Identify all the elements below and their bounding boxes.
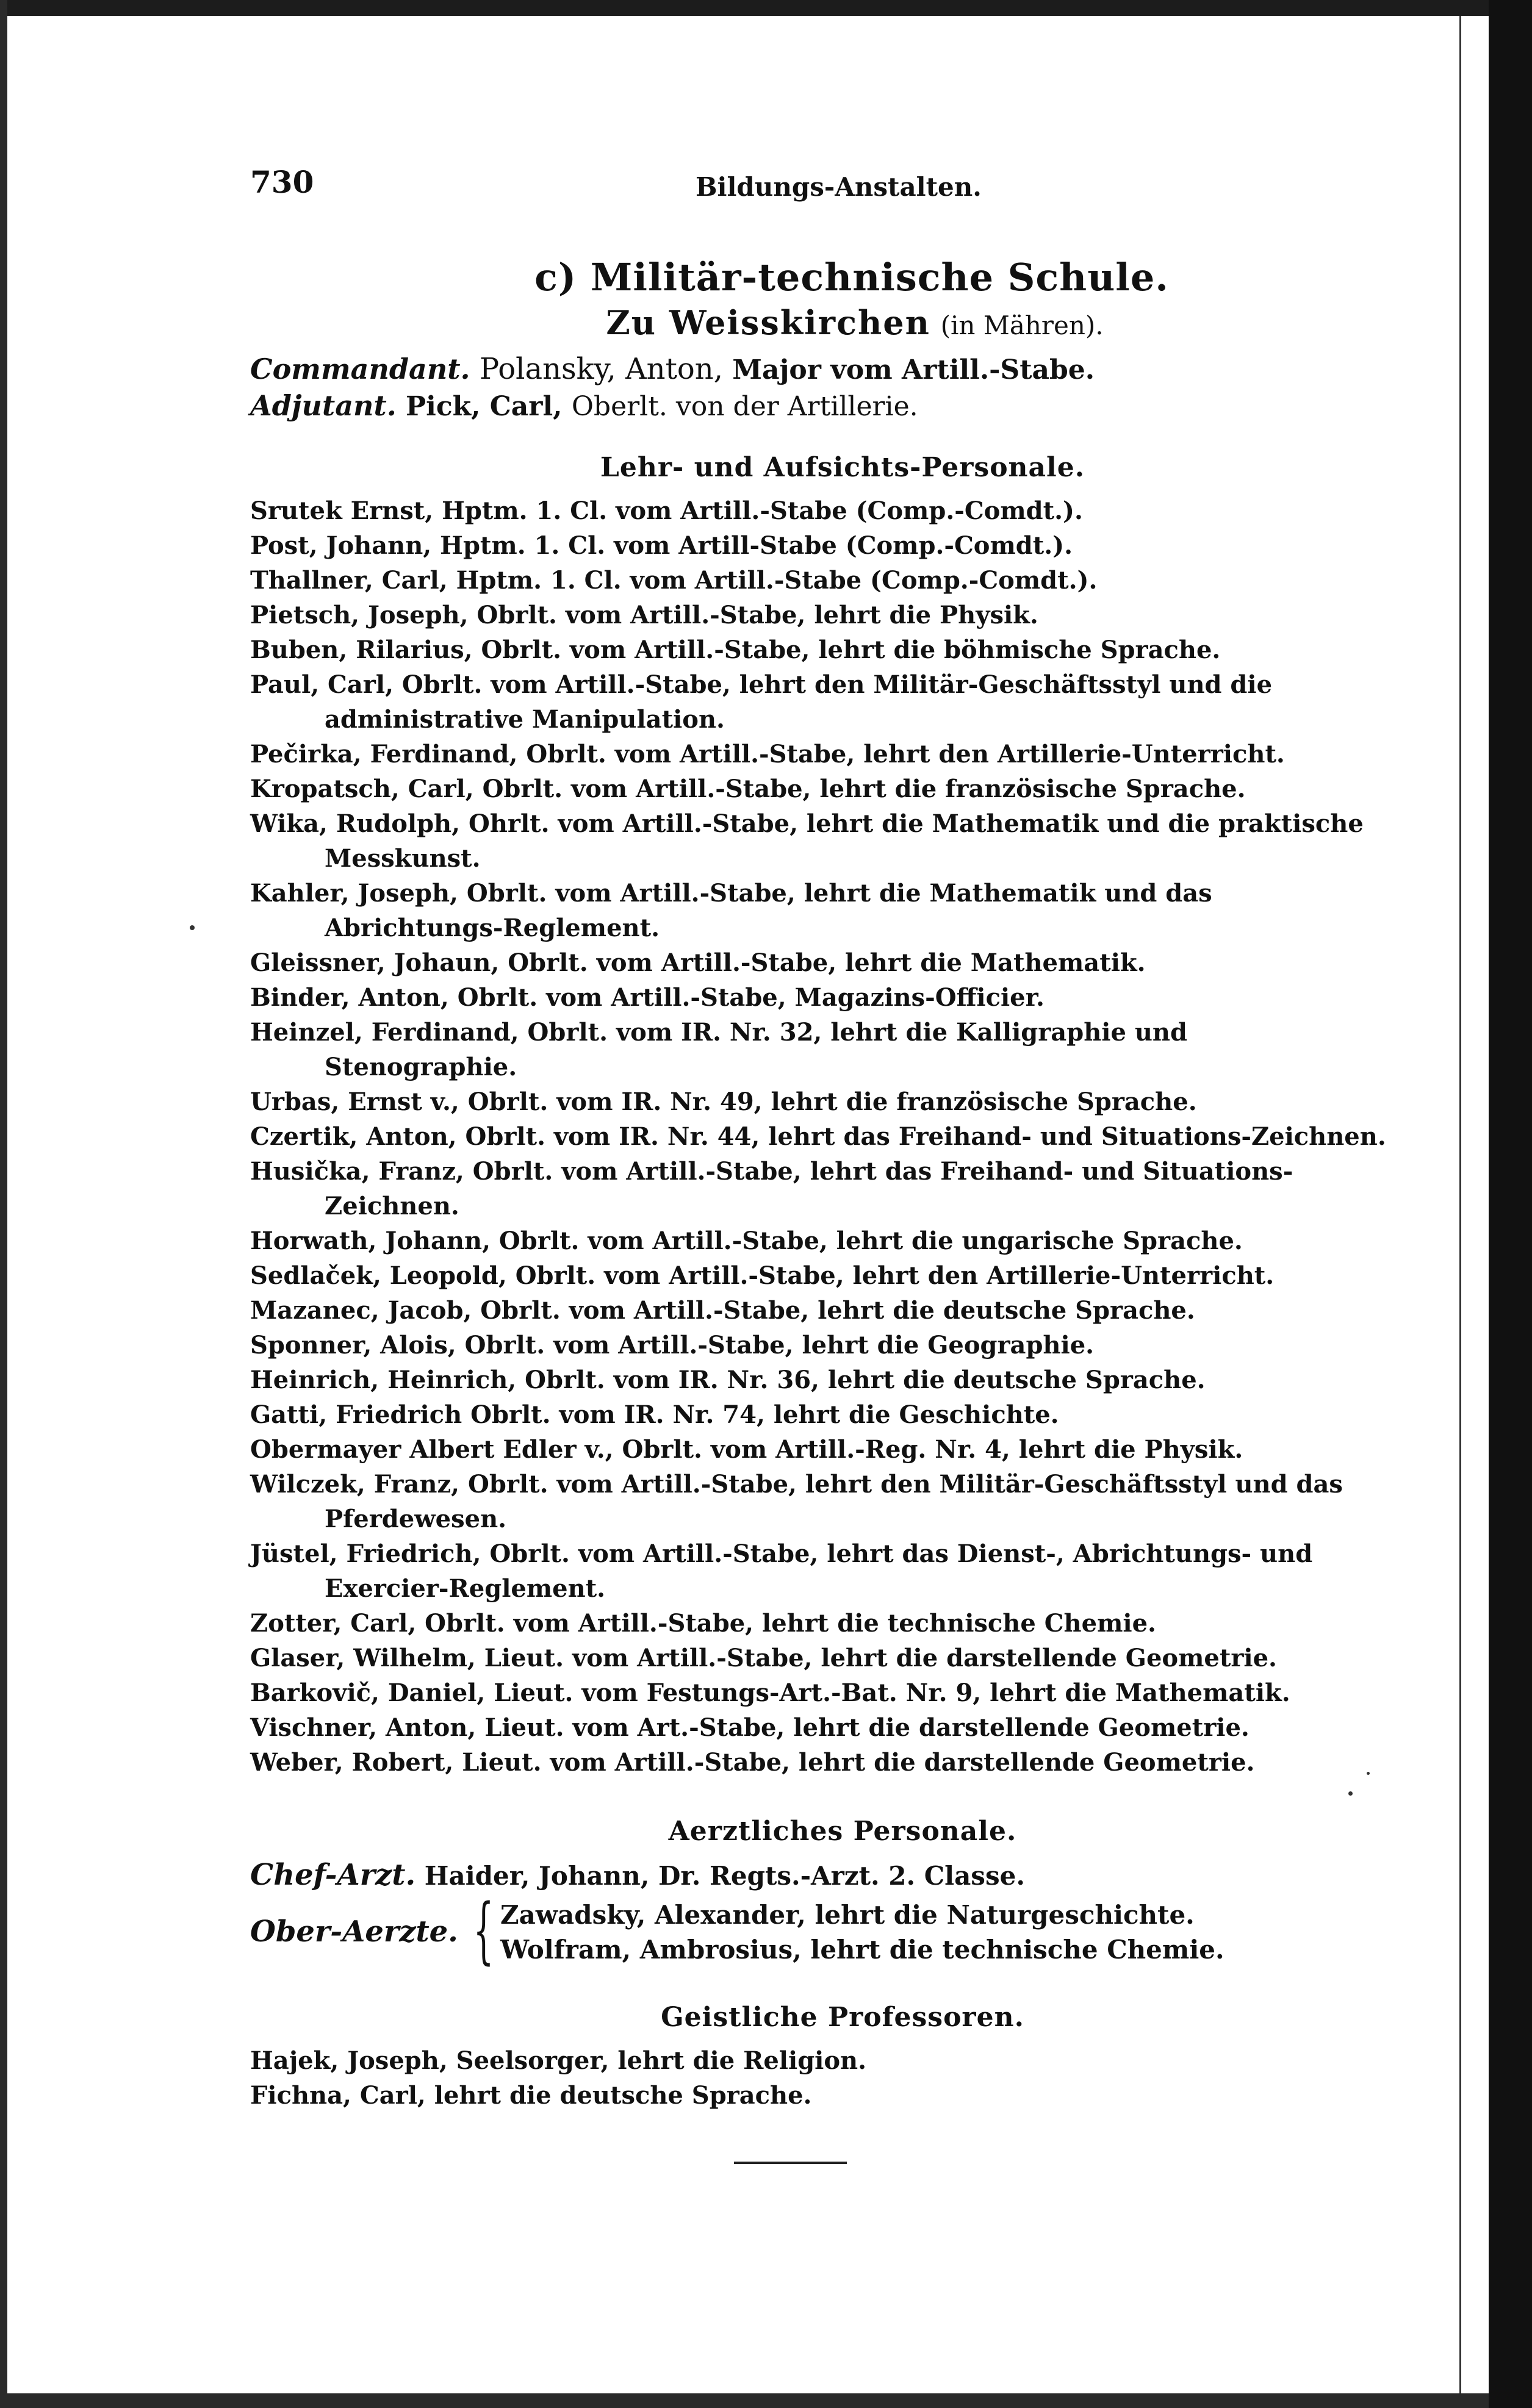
list-item: Gatti, Friedrich Obrlt. vom IR. Nr. 74, lehrt die Geschichte.	[250, 1400, 1059, 1429]
list-item: Mazanec, Jacob, Obrlt. vom Artill.-Stabe, lehrt die deutsche Sprache.	[250, 1296, 1195, 1325]
senior-doctors-block	[250, 1888, 1386, 1972]
list-item: Heinzel, Ferdinand, Obrlt. vom IR. Nr. 32, lehrt die Kalligraphie und Stenographie.	[250, 1018, 1187, 1081]
scan-speck	[1348, 1791, 1353, 1796]
page-header	[250, 165, 1386, 213]
chief-doctor-row	[250, 1857, 1386, 1894]
location-region: (in Mähren).	[940, 310, 1104, 340]
chief-doctor-role: Chef-Arzt.	[250, 1858, 416, 1892]
end-rule	[734, 2162, 847, 2164]
list-item: Wilczek, Franz, Obrlt. vom Artill.-Stabe, lehrt den Militär-Geschäftsstyl und das Pferdewesen.	[250, 1470, 1343, 1533]
scan-speck	[1367, 1772, 1370, 1775]
list-item: Husička, Franz, Obrlt. vom Artill.-Stabe, lehrt das Freihand- und Situations-Zeichnen.	[250, 1157, 1293, 1220]
officer-name: Pick, Carl,	[406, 391, 563, 422]
location-name: Zu Weisskirchen	[606, 303, 930, 342]
list-item: Weber, Robert, Lieut. vom Artill.-Stabe, lehrt die darstellende Geometrie.	[250, 1748, 1255, 1777]
list-item: Zotter, Carl, Obrlt. vom Artill.-Stabe, lehrt die technische Chemie.	[250, 1609, 1156, 1638]
officer-role: Adjutant.	[250, 389, 397, 422]
officer-adjutant	[250, 388, 1386, 425]
list-item: Obermayer Albert Edler v., Obrlt. vom Artill.-Reg. Nr. 4, lehrt die Physik.	[250, 1435, 1243, 1464]
list-item: Sponner, Alois, Obrlt. vom Artill.-Stabe, lehrt die Geographie.	[250, 1331, 1095, 1360]
list-item: Buben, Rilarius, Obrlt. vom Artill.-Stabe, lehrt die böhmische Sprache.	[250, 636, 1221, 664]
senior-doctors-role: Ober-Aerzte.	[250, 1915, 458, 1949]
scan-speck	[190, 925, 195, 930]
medical-heading: Aerztliches Personale.	[668, 1816, 1017, 1847]
clergy-heading: Geistliche Professoren.	[661, 2002, 1024, 2033]
page-number: 730	[250, 164, 314, 200]
officer-detail: Oberlt. von der Artillerie.	[571, 391, 918, 422]
list-item: Kahler, Joseph, Obrlt. vom Artill.-Stabe, lehrt die Mathematik und das Abrichtungs-Reglement.	[250, 879, 1212, 942]
officers-block	[250, 351, 1386, 425]
chief-doctor-name: Haider, Johann, Dr. Regts.-Arzt. 2. Classe.	[424, 1861, 1025, 1891]
list-item: Urbas, Ernst v., Obrlt. vom IR. Nr. 49, lehrt die französische Sprache.	[250, 1088, 1197, 1116]
section-title: c) Militär-technische Schule.	[534, 255, 1169, 299]
list-item: Wika, Rudolph, Ohrlt. vom Artill.-Stabe, lehrt die Mathematik und die praktische Messkunst.	[250, 809, 1364, 873]
list-item: Hajek, Joseph, Seelsorger, lehrt die Religion.	[250, 2046, 867, 2075]
list-item: Heinrich, Heinrich, Obrlt. vom IR. Nr. 36, lehrt die deutsche Sprache.	[250, 1366, 1206, 1394]
list-item: Paul, Carl, Obrlt. vom Artill.-Stabe, lehrt den Militär-Geschäftsstyl und die administrative Manipulation.	[250, 670, 1273, 734]
list-item: Wolfram, Ambrosius, lehrt die technische Chemie.	[500, 1935, 1225, 1965]
clergy-list	[250, 2043, 1386, 2113]
list-item: Gleissner, Johaun, Obrlt. vom Artill.-Stabe, lehrt die Mathematik.	[250, 948, 1146, 977]
list-item: Srutek Ernst, Hptm. 1. Cl. vom Artill.-Stabe (Comp.-Comdt.).	[250, 496, 1083, 525]
list-item: Sedlaček, Leopold, Obrlt. vom Artill.-Stabe, lehrt den Artillerie-Unterricht.	[250, 1261, 1275, 1290]
list-item: Thallner, Carl, Hptm. 1. Cl. vom Artill.-Stabe (Comp.-Comdt.).	[250, 566, 1098, 595]
list-item: Post, Johann, Hptm. 1. Cl. vom Artill-Stabe (Comp.-Comdt.).	[250, 531, 1073, 560]
list-item: Binder, Anton, Obrlt. vom Artill.-Stabe, Magazins-Officier.	[250, 983, 1045, 1012]
staff-list	[250, 493, 1386, 1780]
list-item: Jüstel, Friedrich, Obrlt. vom Artill.-Stabe, lehrt das Dienst-, Abrichtungs- und Exercier-Reglement.	[250, 1539, 1313, 1603]
list-item: Pietsch, Joseph, Obrlt. vom Artill.-Stabe, lehrt die Physik.	[250, 601, 1038, 629]
scan-edge-bottom	[0, 2393, 1489, 2408]
list-item: Pečirka, Ferdinand, Obrlt. vom Artill.-Stabe, lehrt den Artillerie-Unterricht.	[250, 740, 1285, 769]
staff-heading: Lehr- und Aufsichts-Personale.	[600, 452, 1085, 483]
scan-edge-right	[1489, 0, 1532, 2408]
officer-commandant	[250, 351, 1386, 388]
list-item: Zawadsky, Alexander, lehrt die Naturgeschichte.	[500, 1900, 1195, 1930]
list-item: Barkovič, Daniel, Lieut. vom Festungs-Art.-Bat. Nr. 9, lehrt die Mathematik.	[250, 1679, 1290, 1707]
running-head: Bildungs-Anstalten.	[696, 172, 982, 202]
list-item: Czertik, Anton, Obrlt. vom IR. Nr. 44, lehrt das Freihand- und Situations-Zeichnen.	[250, 1122, 1386, 1151]
scan-edge-left	[0, 0, 7, 2408]
list-item: Fichna, Carl, lehrt die deutsche Sprache.	[250, 2081, 812, 2110]
scan-gutter-line	[1459, 16, 1461, 2393]
location-line	[250, 303, 1386, 343]
list-item: Vischner, Anton, Lieut. vom Art.-Stabe, lehrt die darstellende Geometrie.	[250, 1713, 1250, 1742]
list-item: Glaser, Wilhelm, Lieut. vom Artill.-Stabe, lehrt die darstellende Geometrie.	[250, 1644, 1277, 1672]
officer-detail: Major vom Artill.-Stabe.	[732, 354, 1095, 385]
brace-icon: {	[473, 1888, 494, 1972]
list-item: Kropatsch, Carl, Obrlt. vom Artill.-Stabe, lehrt die französische Sprache.	[250, 775, 1246, 803]
page-content	[250, 165, 1386, 2164]
officer-role: Commandant.	[250, 353, 470, 385]
scan-edge-top	[0, 0, 1489, 16]
list-item: Horwath, Johann, Obrlt. vom Artill.-Stabe, lehrt die ungarische Sprache.	[250, 1227, 1243, 1255]
officer-name: Polansky, Anton,	[479, 352, 723, 386]
senior-doctors-list	[500, 1897, 1225, 1967]
